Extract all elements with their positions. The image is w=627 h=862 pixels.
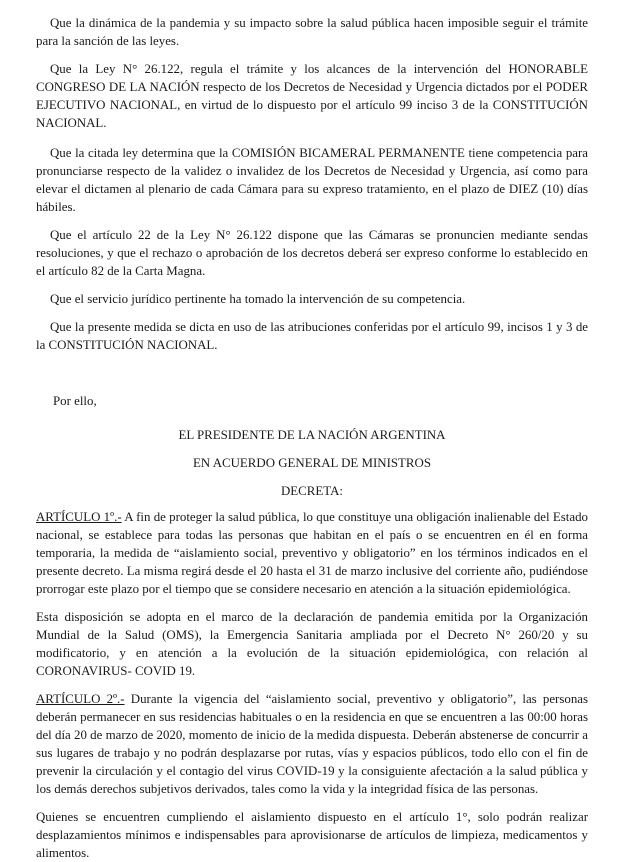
articulo-1-text: A fin de proteger la salud pública, lo que constituye una obligación inalienable del Estado nacional, se establece para todas las personas que habitan en el país o se encuentren en él en forma temporaria, la medida de “aislamiento social, preventivo y obligatorio” en los términos indicados en el presente decreto. La misma regirá desde el 20 hasta el 31 de marzo inclusive del corriente año, pudiéndose prorrogar este plazo por el tiempo que se considere necesario en atención a la situación epidemiológica.	[36, 510, 588, 596]
heading-decreta: DECRETA:	[281, 484, 343, 498]
considerando-1: Que la dinámica de la pandemia y su impacto sobre la salud pública hacen imposible seguir el trámite para la sanción de las leyes.	[36, 16, 588, 48]
articulo-1	[36, 508, 588, 598]
articulo-1-label: ARTÍCULO 1º.-	[36, 510, 122, 524]
por-ello: Por ello,	[53, 394, 97, 408]
articulo-2-label: ARTÍCULO 2º.-	[36, 692, 125, 706]
considerando-5: Que el servicio jurídico pertinente ha tomado la intervención de su competencia.	[50, 292, 466, 306]
considerando-2: Que la Ley N° 26.122, regula el trámite y los alcances de la intervención del HONORABLE CONGRESO DE LA NACIÓN respecto de los Decretos de Necesidad y Urgencia dictados por el PODER EJECUTIVO NACIONAL, en virtud de lo dispuesto por el artículo 99 inciso 3 de la CONSTITUCIÓN NACIONAL.	[36, 62, 588, 130]
articulo-2-paragraph-2: Quienes se encuentren cumpliendo el aislamiento dispuesto en el artículo 1°, solo podrán realizar desplazamientos mínimos e indispensables para aprovisionarse de artículos de limpieza, medicamentos y alimentos.	[36, 810, 588, 860]
articulo-1-paragraph-2: Esta disposición se adopta en el marco de la declaración de pandemia emitida por la Organización Mundial de la Salud (OMS), la Emergencia Sanitaria ampliada por el Decreto N° 260/20 y su modificatorio, y en atención a la evolución de la situación epidemiológica, con relación al CORONAVIRUS- COVID 19.	[36, 610, 588, 678]
considerando-3: Que la citada ley determina que la COMISIÓN BICAMERAL PERMANENTE tiene competencia para pronunciarse respecto de la validez o invalidez de los Decretos de Necesidad y Urgencia, así como para elevar el dictamen al plenario de cada Cámara para su expreso tratamiento, en el plazo de DIEZ (10) días hábiles.	[36, 146, 588, 214]
heading-acuerdo: EN ACUERDO GENERAL DE MINISTROS	[193, 456, 431, 470]
decree-page	[36, 14, 588, 862]
considerando-4: Que el artículo 22 de la Ley N° 26.122 dispone que las Cámaras se pronuncien mediante sendas resoluciones, y que el rechazo o aprobación de los decretos deberá ser expreso conforme lo establecido en el artículo 82 de la Carta Magna.	[36, 228, 588, 278]
articulo-2-text: Durante la vigencia del “aislamiento social, preventivo y obligatorio”, las personas deberán permanecer en sus residencias habituales o en la residencia en que se encuentren a las 00:00 horas del día 20 de marzo de 2020, momento de inicio de la medida dispuesta. Deberán abstenerse de concurrir a sus lugares de trabajo y no podrán desplazarse por rutas, vías y espacios públicos, todo ello con el fin de prevenir la circulación y el contagio del virus COVID-19 y la consiguiente afectación a la salud pública y los demás derechos subjetivos derivados, tales como la vida y la integridad física de las personas.	[36, 692, 588, 796]
articulo-2	[36, 690, 588, 798]
heading-president: EL PRESIDENTE DE LA NACIÓN ARGENTINA	[178, 428, 446, 442]
considerando-6: Que la presente medida se dicta en uso de las atribuciones conferidas por el artículo 99, incisos 1 y 3 de la CONSTITUCIÓN NACIONAL.	[36, 320, 588, 352]
